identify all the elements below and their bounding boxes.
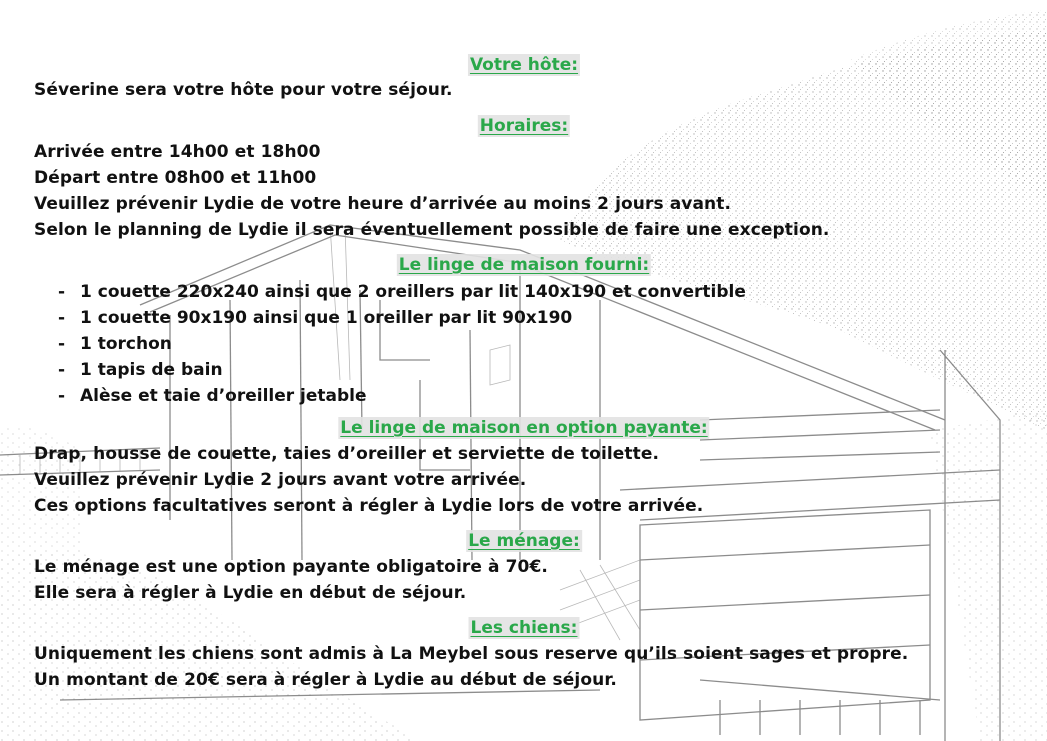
- cleaning-payment: Elle sera à régler à Lydie en début de séjour.: [34, 583, 467, 603]
- departure-time: Départ entre 08h00 et 11h00: [34, 168, 317, 188]
- exception-note: Selon le planning de Lydie il sera éventuellement possible de faire une exception.: [34, 220, 830, 240]
- linen-included-list: [58, 279, 746, 409]
- host-heading: Votre hôte:: [469, 55, 579, 75]
- host-text: Séverine sera votre hôte pour votre séjour.: [34, 80, 453, 100]
- list-item: - 1 torchon: [58, 334, 172, 354]
- arrival-notice: Veuillez prévenir Lydie de votre heure d’arrivée au moins 2 jours avant.: [34, 194, 732, 214]
- optional-linen-notice: Veuillez prévenir Lydie 2 jours avant votre arrivée.: [34, 470, 527, 490]
- linen-included-heading: Le linge de maison fourni:: [398, 255, 650, 275]
- list-item: - Alèse et taie d’oreiller jetable: [58, 386, 367, 406]
- arrival-time: Arrivée entre 14h00 et 18h00: [34, 142, 321, 162]
- optional-linen-items: Drap, housse de couette, taies d’oreiller et serviette de toilette.: [34, 444, 660, 464]
- dogs-policy: Uniquement les chiens sont admis à La Meybel sous reserve qu’ils soient sages et propre.: [34, 644, 909, 664]
- list-item: - 1 couette 220x240 ainsi que 2 oreillers par lit 140x190 et convertible: [58, 282, 746, 302]
- dogs-fee: Un montant de 20€ sera à régler à Lydie au début de séjour.: [34, 670, 617, 690]
- schedule-heading: Horaires:: [479, 116, 569, 136]
- dogs-heading: Les chiens:: [470, 618, 578, 638]
- linen-optional-heading: Le linge de maison en option payante:: [340, 418, 708, 438]
- cleaning-heading: Le ménage:: [468, 531, 580, 551]
- cleaning-fee: Le ménage est une option payante obligatoire à 70€.: [34, 557, 548, 577]
- optional-linen-payment: Ces options facultatives seront à régler à Lydie lors de votre arrivée.: [34, 496, 704, 516]
- list-item: - 1 tapis de bain: [58, 360, 223, 380]
- list-item: - 1 couette 90x190 ainsi que 1 oreiller par lit 90x190: [58, 308, 573, 328]
